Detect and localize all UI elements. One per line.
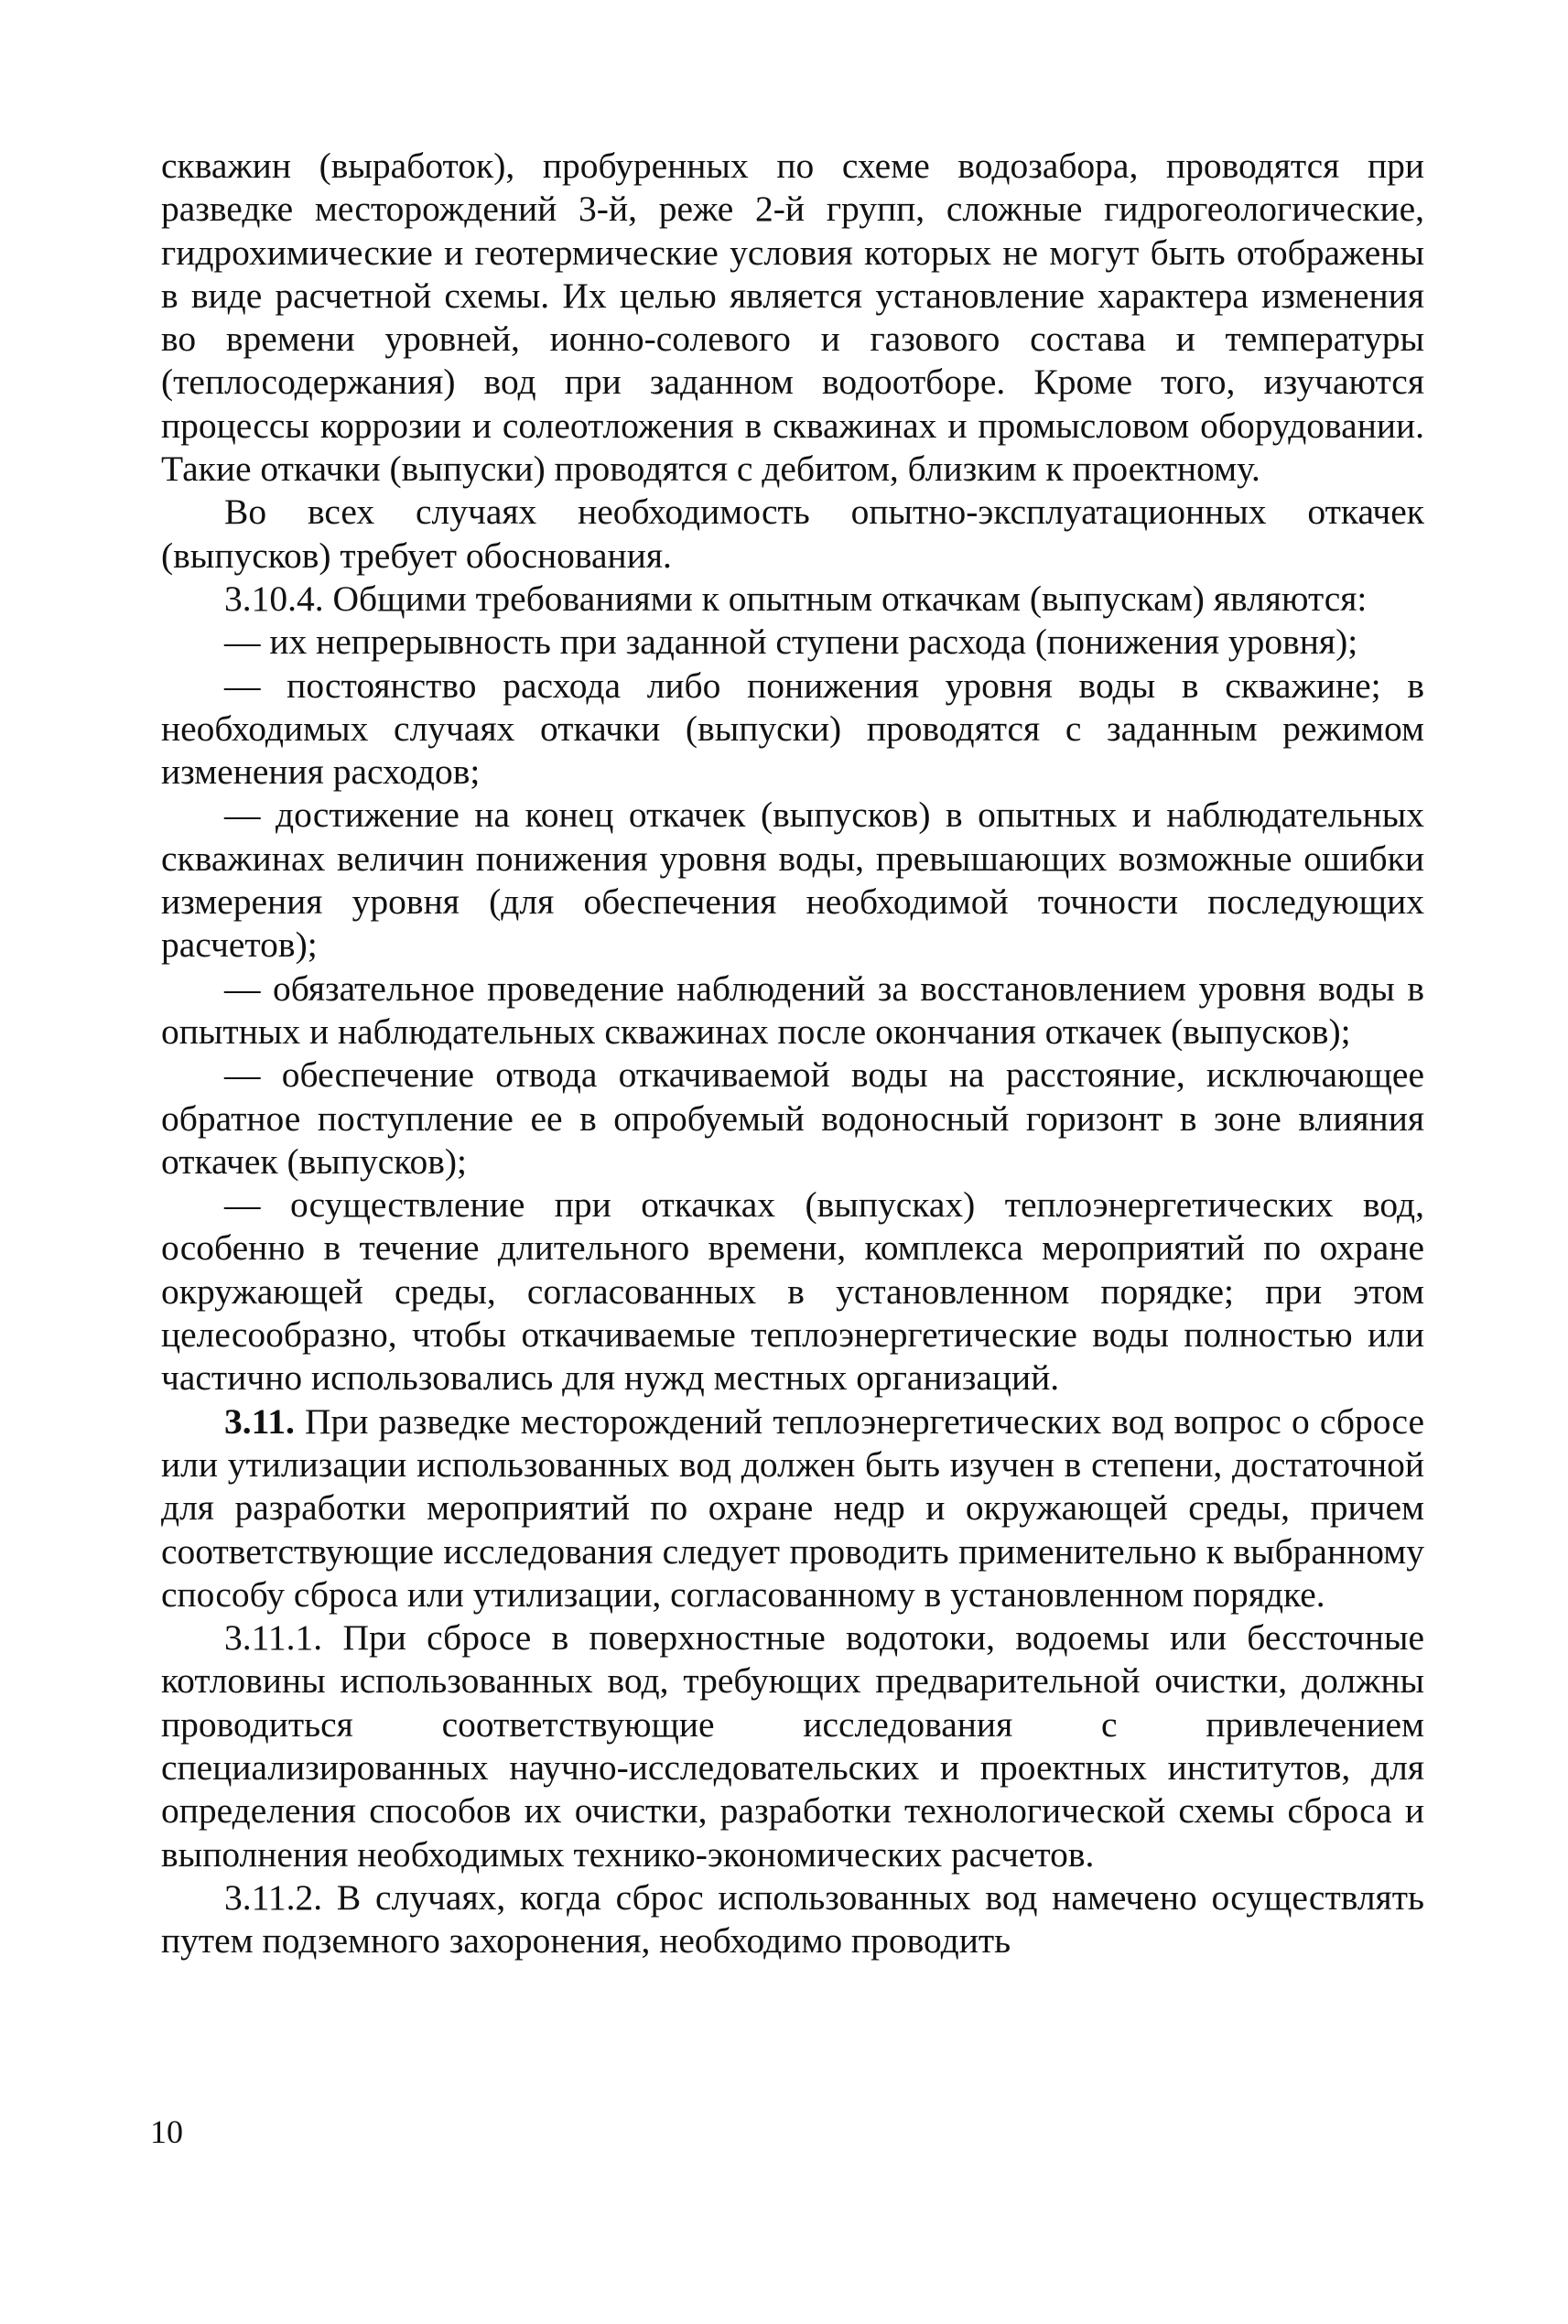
paragraph-3-11-2: 3.11.2. В случаях, когда сброс использованных вод намечено осуществлять путем подземного захоронения, необходимо проводить: [161, 1876, 1424, 1962]
document-page: [161, 145, 1424, 1962]
list-item: — их непрерывность при заданной ступени расхода (понижения уровня);: [224, 622, 1358, 663]
section-text: При разведке месторождений теплоэнергетических вод вопрос о сбросе или утилизации использованных вод должен быть изучен в степени, достаточной для разработки мероприятий по охране недр и окружающей среды, причем соответствующие исследования следует проводить применительно к выбранному способу сброса или утилизации, согласованному в установленном порядке.: [161, 1400, 1425, 1615]
paragraph: Во всех случаях необходимость опытно-эксплуатационных откачек (выпусков) требует обоснования.: [161, 492, 1424, 576]
list-item: — осуществление при откачках (выпусках) теплоэнергетических вод, особенно в течение длительного времени, комплекса мероприятий по охране окружающей среды, согласованных в установленном порядке; при этом целесообразно, чтобы откачиваемые теплоэнергетические воды полностью или частично использовались для нужд местных организаций.: [161, 1184, 1424, 1399]
paragraph-3-11-1: 3.11.1. При сбросе в поверхностные водотоки, водоемы или бессточные котловины использованных вод, требующих предварительной очистки, должны проводиться соответствующие исследования с привлечением специализированных научно-исследовательских и проектных институтов, для определения способов их очистки, разработки технологической схемы сброса и выполнения необходимых технико-экономических расчетов.: [161, 1617, 1424, 1875]
section-3-11: [161, 1400, 1424, 1616]
list-item: — достижение на конец откачек (выпусков) в опытных и наблюдательных скважинах величин понижения уровня воды, превышающих возможные ошибки измерения уровня (для обеспечения необходимой точности последующих расчетов);: [161, 794, 1424, 966]
list-item: — обеспечение отвода откачиваемой воды на расстояние, исключающее обратное поступление ее в опробуемый водоносный горизонт в зоне влияния откачек (выпусков);: [161, 1054, 1424, 1182]
list-item: — обязательное проведение наблюдений за восстановлением уровня воды в опытных и наблюдательных скважинах после окончания откачек (выпусков);: [161, 967, 1424, 1052]
list-item: — постоянство расхода либо понижения уровня воды в скважине; в необходимых случаях откачки (выпуски) проводятся с заданным режимом изменения расходов;: [161, 665, 1424, 793]
paragraph-continuation: скважин (выработок), пробуренных по схеме водозабора, проводятся при разведке месторождений 3-й, реже 2-й групп, сложные гидрогеологические, гидрохимические и геотермические условия которых не могут быть отображены в виде расчетной схемы. Их целью является установление характера изменения во времени уровней, ионно-солевого и газового состава и температуры (теплосодержания) вод при заданном водоотборе. Кроме того, изучаются процессы коррозии и солеотложения в скважинах и промысловом оборудовании. Такие откачки (выпуски) проводятся с дебитом, близким к проектному.: [161, 146, 1424, 490]
page-number: 10: [150, 2113, 183, 2150]
section-number: 3.11.: [224, 1400, 295, 1442]
paragraph-3-10-4: 3.10.4. Общими требованиями к опытным откачкам (выпускам) являются:: [224, 578, 1368, 619]
